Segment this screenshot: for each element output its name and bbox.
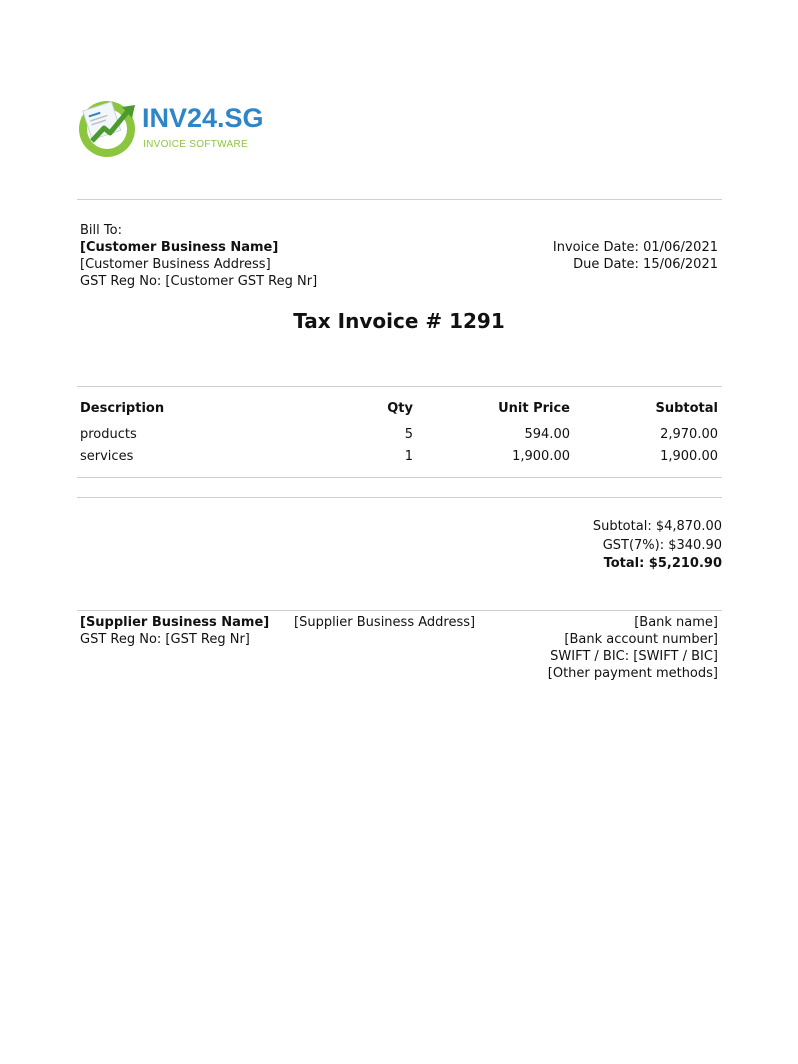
logo-tagline: INVOICE SOFTWARE	[143, 139, 248, 150]
supplier-gst-reg: GST Reg No: [GST Reg Nr]	[80, 632, 250, 647]
row-unit-price: 594.00	[524, 427, 570, 442]
row-unit-price: 1,900.00	[512, 449, 570, 464]
invoice-title: Tax Invoice # 1291	[293, 309, 505, 333]
header-divider	[77, 199, 722, 200]
due-date: Due Date: 15/06/2021	[573, 257, 718, 272]
supplier-business-name: [Supplier Business Name]	[80, 615, 270, 630]
header-description: Description	[80, 401, 165, 416]
header-unit-price: Unit Price	[498, 401, 570, 416]
customer-business-name: [Customer Business Name]	[80, 240, 279, 255]
header-subtotal: Subtotal	[655, 401, 718, 416]
supplier-business-address: [Supplier Business Address]	[294, 615, 476, 630]
totals-total: Total: $5,210.90	[603, 556, 722, 571]
footer-divider	[77, 610, 722, 611]
row-qty: 5	[404, 427, 413, 442]
company-logo	[78, 97, 268, 159]
customer-gst-reg: GST Reg No: [Customer GST Reg Nr]	[80, 274, 318, 289]
bill-to-label: Bill To:	[80, 223, 122, 238]
row-subtotal: 1,900.00	[660, 449, 718, 464]
totals-gst: GST(7%): $340.90	[602, 538, 722, 553]
totals-subtotal: Subtotal: $4,870.00	[592, 519, 722, 534]
table-bottom-divider	[77, 477, 722, 478]
row-description: services	[80, 449, 134, 464]
row-description: products	[80, 427, 137, 442]
row-subtotal: 2,970.00	[660, 427, 718, 442]
customer-business-address: [Customer Business Address]	[80, 257, 271, 272]
other-payment-methods: [Other payment methods]	[547, 666, 718, 681]
table-top-divider	[77, 386, 722, 387]
logo-wordmark: INV24.SG	[142, 103, 264, 133]
totals-divider	[77, 497, 722, 498]
logo-icon	[78, 97, 140, 159]
bank-name: [Bank name]	[634, 615, 718, 630]
bank-account-number: [Bank account number]	[564, 632, 718, 647]
header-qty: Qty	[387, 401, 413, 416]
row-qty: 1	[404, 449, 413, 464]
invoice-date: Invoice Date: 01/06/2021	[552, 240, 718, 255]
swift-bic: SWIFT / BIC: [SWIFT / BIC]	[550, 649, 718, 664]
